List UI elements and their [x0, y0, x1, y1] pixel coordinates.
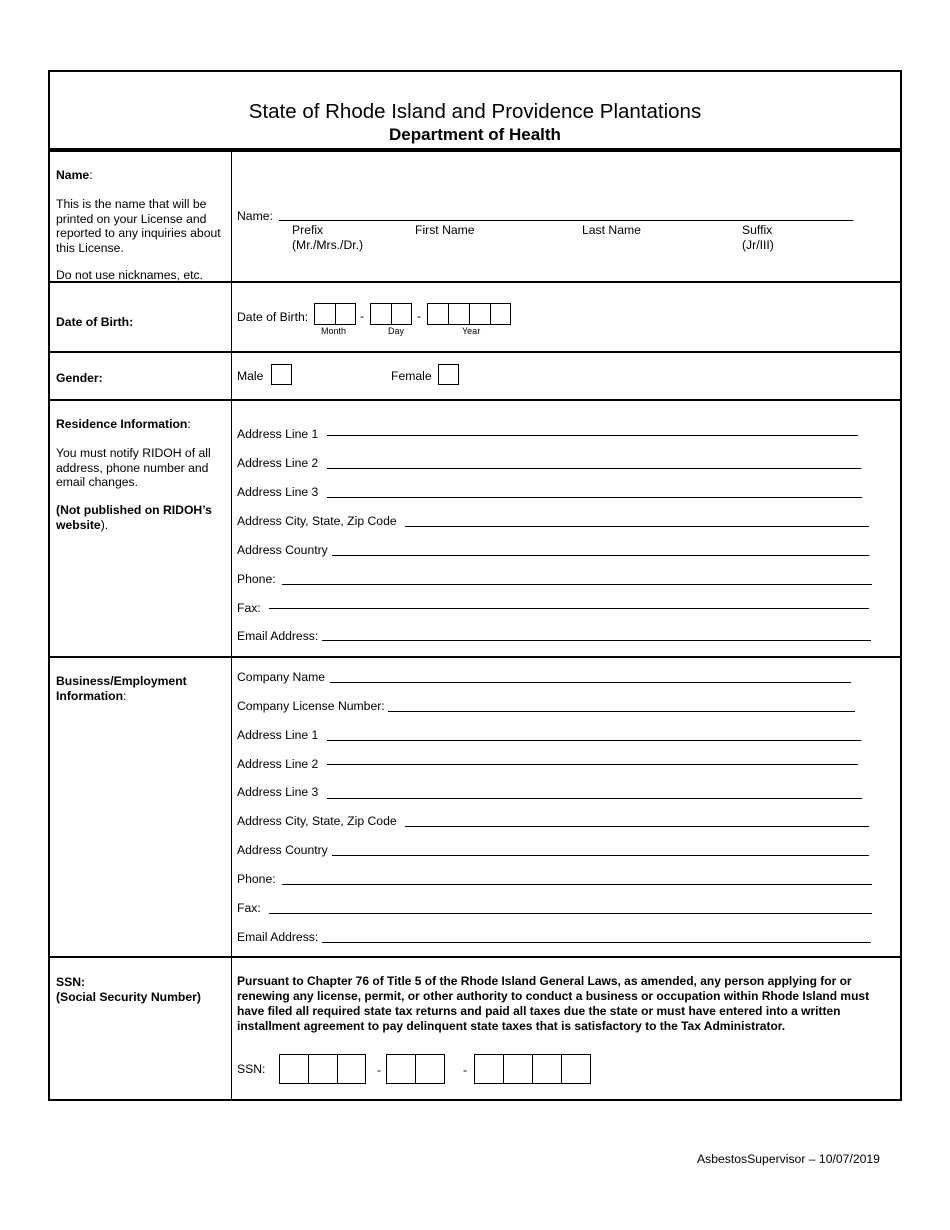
- form-subtitle: Department of Health: [389, 125, 561, 144]
- residence-phone-input[interactable]: [282, 584, 872, 585]
- company-name-label: Company Name: [237, 670, 326, 684]
- name-input-line[interactable]: [279, 220, 853, 221]
- form-footer-version: AsbestosSupervisor – 10/07/2019: [697, 1152, 880, 1166]
- ssn-part-3-divider-3: [561, 1054, 562, 1084]
- dob-section-label: Date of Birth:: [56, 315, 134, 329]
- residence-country-label: Address Country: [237, 543, 328, 557]
- residence-section-label: Residence Information:: [56, 417, 191, 431]
- residence-label-heading: Residence Information: [56, 417, 188, 431]
- dob-sep-2: -: [417, 309, 422, 323]
- application-form: [48, 70, 902, 1101]
- business-phone-input[interactable]: [282, 884, 872, 885]
- prefix-label: Prefix: [292, 223, 324, 237]
- business-label-heading: Business/Employment Information: [56, 674, 187, 703]
- row-divider-gender: [50, 399, 900, 401]
- male-checkbox[interactable]: [271, 364, 292, 385]
- name-note: Do not use nicknames, etc.: [56, 268, 203, 282]
- row-divider-dob: [50, 351, 900, 353]
- name-label-heading: Name: [56, 168, 90, 182]
- ssn-sep-1: -: [377, 1063, 382, 1077]
- female-label: Female: [391, 369, 432, 383]
- prefix-hint: (Mr./Mrs./Dr.): [292, 238, 364, 252]
- business-address-line-2-label: Address Line 2: [237, 757, 319, 771]
- company-license-number-label: Company License Number:: [237, 699, 385, 713]
- dob-day-digit-divider: [391, 303, 392, 325]
- ssn-part-3-divider-1: [503, 1054, 504, 1084]
- residence-note-close: ).: [100, 517, 109, 532]
- business-country-input[interactable]: [332, 855, 869, 856]
- residence-address-line-2-label: Address Line 2: [237, 456, 319, 470]
- dob-month-label: Month: [321, 326, 347, 336]
- company-name-input[interactable]: [330, 682, 851, 683]
- residence-description: You must notify RIDOH of all address, phone number and email changes.: [56, 446, 211, 489]
- ssn-part-3-divider-2: [532, 1054, 533, 1084]
- business-fax-input[interactable]: [269, 913, 872, 914]
- business-section-label: Business/Employment Information:: [56, 674, 187, 703]
- residence-fax-input[interactable]: [269, 608, 869, 609]
- row-divider-residence: [50, 656, 900, 658]
- name-field-label: Name:: [237, 209, 273, 223]
- residence-note: [56, 503, 226, 532]
- business-email-input[interactable]: [322, 942, 871, 943]
- company-license-number-input[interactable]: [388, 711, 855, 712]
- business-address-line-1-input[interactable]: [327, 740, 861, 741]
- business-address-line-1-label: Address Line 1: [237, 728, 319, 742]
- residence-address-line-1-label: Address Line 1: [237, 427, 319, 441]
- dob-day-label: Day: [388, 326, 405, 336]
- business-address-line-2-input[interactable]: [327, 764, 858, 765]
- residence-note-bold: Not published on RIDOH’s website: [56, 503, 212, 532]
- last-name-label: Last Name: [582, 223, 641, 237]
- dob-year-digit-divider-1: [448, 303, 449, 325]
- dob-field-label: Date of Birth:: [237, 310, 309, 324]
- residence-email-input[interactable]: [322, 640, 871, 641]
- residence-phone-label: Phone:: [237, 572, 276, 586]
- form-header: [50, 72, 900, 152]
- first-name-label: First Name: [415, 223, 475, 237]
- ssn-part-2-divider: [415, 1054, 416, 1084]
- name-description: This is the name that will be printed on your License and reported to any inquiries about this License.: [56, 197, 221, 255]
- residence-address-line-1-input[interactable]: [327, 435, 858, 436]
- ssn-part-1-box[interactable]: [279, 1054, 366, 1084]
- residence-country-input[interactable]: [332, 555, 869, 556]
- ssn-part-1-divider-2: [337, 1054, 338, 1084]
- name-section-label: Name:: [56, 168, 93, 182]
- business-country-label: Address Country: [237, 843, 328, 857]
- suffix-hint: (Jr/III): [742, 238, 774, 252]
- dob-month-digit-divider: [335, 303, 336, 325]
- ssn-field-label: SSN:: [237, 1062, 266, 1076]
- business-address-line-3-label: Address Line 3: [237, 785, 319, 799]
- ssn-sep-2: -: [463, 1063, 468, 1077]
- female-checkbox[interactable]: [438, 364, 459, 385]
- dob-year-label: Year: [462, 326, 481, 336]
- business-phone-label: Phone:: [237, 872, 276, 886]
- residence-address-line-3-label: Address Line 3: [237, 485, 319, 499]
- business-fax-label: Fax:: [237, 901, 261, 915]
- business-email-label: Email Address:: [237, 930, 319, 944]
- ssn-part-1-divider-1: [308, 1054, 309, 1084]
- residence-address-line-3-input[interactable]: [327, 497, 862, 498]
- residence-email-label: Email Address:: [237, 629, 319, 643]
- dob-year-digit-divider-2: [469, 303, 470, 325]
- suffix-label: Suffix: [742, 223, 773, 237]
- row-divider-business: [50, 956, 900, 958]
- ssn-section-sublabel: (Social Security Number): [56, 990, 201, 1004]
- ssn-section-label: SSN:: [56, 975, 86, 989]
- business-address-line-3-input[interactable]: [327, 798, 862, 799]
- residence-note-open: (: [56, 503, 61, 517]
- business-city-state-zip-label: Address City, State, Zip Code: [237, 814, 397, 828]
- residence-city-state-zip-input[interactable]: [405, 526, 869, 527]
- business-city-state-zip-input[interactable]: [405, 826, 869, 827]
- residence-city-state-zip-label: Address City, State, Zip Code: [237, 514, 397, 528]
- residence-address-line-2-input[interactable]: [327, 468, 861, 469]
- dob-year-digit-divider-3: [490, 303, 491, 325]
- ssn-tax-notice: Pursuant to Chapter 76 of Title 5 of the Rhode Island General Laws, as amended, any person applying for or renewing any license, permit, or other authority to conduct a business or occupation within Rhode Island must have filed all required state tax returns and paid all taxes due the state or must have entered into a written installment agreement to pay delinquent state taxes that is satisfactory to the Tax Administrator.: [237, 974, 870, 1033]
- form-title: State of Rhode Island and Providence Plantations: [248, 100, 702, 123]
- dob-sep-1: -: [360, 309, 365, 323]
- male-label: Male: [237, 369, 264, 383]
- column-divider: [231, 152, 232, 1101]
- gender-section-label: Gender:: [56, 371, 103, 385]
- residence-fax-label: Fax:: [237, 601, 261, 615]
